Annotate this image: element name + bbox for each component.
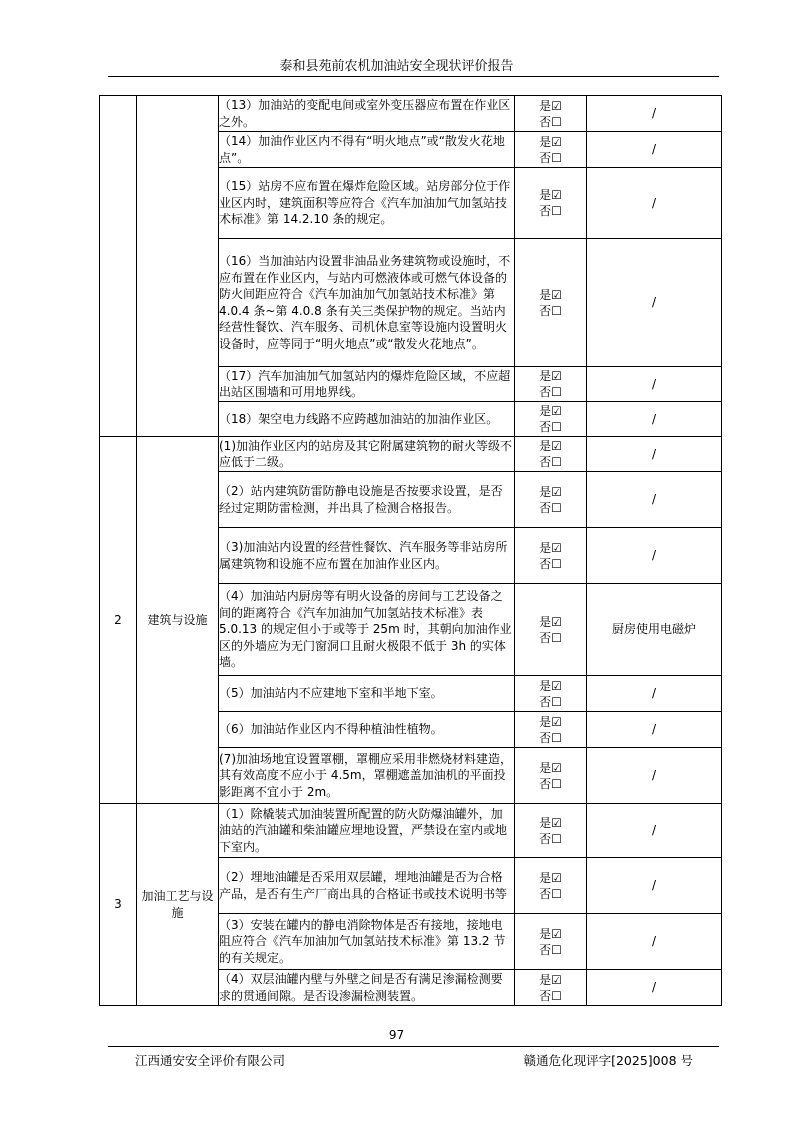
no-empty-box: 否☐ — [539, 776, 562, 791]
yes-no-checkbox-cell — [515, 804, 587, 858]
no-empty-box: 否☐ — [539, 694, 562, 709]
table-row — [100, 96, 722, 132]
header-divider — [108, 76, 719, 77]
check-item-text: （13）加油站的变配电间或室外变压器应布置在作业区之外。 — [219, 96, 515, 132]
remark-cell: / — [587, 132, 722, 168]
remark-cell: 厨房使用电磁炉 — [587, 584, 722, 676]
check-item-text: （16）当加油站内设置非油品业务建筑物或设施时，不应布置在作业区内，与站内可燃液体或可燃气体设备的防火间距应符合《汽车加油加气加氢站技术标准》第 4.0.4 条~第 4.0.8 条有关三类保护物的规定。当站内经营性餐饮、汽车服务、司机休息室等设施内设置明火设备时，应等同于“明火地点”或“散发火花地点”。 — [219, 239, 515, 367]
no-empty-box: 否☐ — [539, 942, 562, 957]
check-item-text: （3)加油站内设置的经营性餐饮、汽车服务等非站房所属建筑物和设施不应布置在加油作业区内。 — [219, 528, 515, 584]
yes-checked-box: 是☑ — [539, 678, 562, 693]
yes-no-checkbox-cell — [515, 712, 587, 748]
check-item-text: （6）加油站作业区内不得种植油性植物。 — [219, 712, 515, 748]
page-number: 97 — [388, 1028, 405, 1042]
no-empty-box: 否☐ — [539, 455, 562, 469]
check-item-text: (1)加油作业区内的站房及其它附属建筑物的耐火等级不应低于二级。 — [219, 437, 515, 472]
no-empty-box: 否☐ — [539, 420, 562, 434]
yes-no-checkbox-cell — [515, 367, 587, 402]
yes-no-checkbox-cell — [515, 132, 587, 168]
remark-cell: / — [587, 858, 722, 914]
check-item-text: （5）加油站内不应建地下室和半地下室。 — [219, 676, 515, 712]
yes-checked-box: 是☑ — [539, 614, 562, 629]
yes-no-checkbox-cell — [515, 96, 587, 132]
remark-cell: / — [587, 472, 722, 528]
check-item-text: （14）加油作业区内不得有“明火地点”或“散发火花地点”。 — [219, 132, 515, 168]
no-empty-box: 否☐ — [539, 630, 562, 645]
check-item-text: （15）站房不应布置在爆炸危险区域。站房部分位于作业区内时，建筑面积等应符合《汽车加油加气加氢站技术标准》第 14.2.10 条的规定。 — [219, 168, 515, 239]
yes-checked-box: 是☑ — [539, 188, 562, 202]
check-item-text: （3）安装在罐内的静电消除物体是否有接地，接地电阻应符合《汽车加油加气加氢站技术标准》第 13.2 节的有关规定。 — [219, 914, 515, 970]
page-header-title: 泰和县苑前农机加油站安全现状评价报告 — [279, 59, 514, 74]
no-empty-box: 否☐ — [539, 831, 562, 846]
remark-cell: / — [587, 367, 722, 402]
table-row — [100, 804, 722, 858]
yes-checked-box: 是☑ — [539, 404, 562, 418]
yes-checked-box: 是☑ — [539, 484, 562, 499]
yes-no-checkbox-cell — [515, 584, 587, 676]
check-item-text: （4）双层油罐内壁与外壁之间是否有满足渗漏检测要求的贯通间隙。是否设渗漏检测装置。 — [219, 970, 515, 1006]
section-category: 建筑与设施 — [137, 437, 219, 804]
section-number — [100, 96, 137, 437]
check-item-text: （17）汽车加油加气加氢站内的爆炸危险区域，不应超出站区围墙和可用地界线。 — [219, 367, 515, 402]
no-empty-box: 否☐ — [539, 385, 562, 399]
check-item-text: （1）除橇装式加油装置所配置的防火防爆油罐外，加油站的汽油罐和柴油罐应埋地设置，严禁设在室内或地下室内。 — [219, 804, 515, 858]
remark-cell: / — [587, 402, 722, 437]
yes-no-checkbox-cell — [515, 970, 587, 1006]
remark-cell: / — [587, 168, 722, 239]
remark-cell: / — [587, 914, 722, 970]
yes-checked-box: 是☑ — [539, 439, 562, 453]
check-item-text: （18）架空电力线路不应跨越加油站的加油作业区。 — [219, 402, 515, 437]
footer-company: 江西通安安全评价有限公司 — [135, 1053, 286, 1068]
section-number: 3 — [100, 804, 137, 1006]
no-empty-box: 否☐ — [539, 204, 562, 218]
yes-no-checkbox-cell — [515, 402, 587, 437]
footer-doc-code: 赣通危化现评字[2025]008 号 — [523, 1053, 693, 1068]
section-number: 2 — [100, 437, 137, 804]
yes-no-checkbox-cell — [515, 168, 587, 239]
yes-checked-box: 是☑ — [539, 134, 562, 149]
remark-cell: / — [587, 676, 722, 712]
yes-no-checkbox-cell — [515, 748, 587, 804]
remark-cell: / — [587, 712, 722, 748]
section-category — [137, 96, 219, 437]
yes-no-checkbox-cell — [515, 528, 587, 584]
remark-cell: / — [587, 970, 722, 1006]
check-item-text: （2）站内建筑防雷防静电设施是否按要求设置，是否经过定期防雷检测，并出具了检测合格报告。 — [219, 472, 515, 528]
check-item-text: (7)加油场地宜设置罩棚，罩棚应采用非燃烧材料建造，其有效高度不应小于 4.5m，罩棚遮盖加油机的平面投影距离不宜小于 2m。 — [219, 748, 515, 804]
footer-divider — [108, 1046, 719, 1047]
check-item-text: （4）加油站内厨房等有明火设备的房间与工艺设备之间的距离符合《汽车加油加气加氢站技术标准》表 5.0.13 的规定但小于或等于 25m 时，其朝向加油作业区的外墙应为无门窗洞口且耐火极限不低于 3h 的实体墙。 — [219, 584, 515, 676]
table-row — [100, 437, 722, 472]
yes-no-checkbox-cell — [515, 858, 587, 914]
no-empty-box: 否☐ — [539, 886, 562, 901]
yes-checked-box: 是☑ — [539, 815, 562, 830]
yes-checked-box: 是☑ — [539, 972, 562, 987]
check-item-text: （2）埋地油罐是否采用双层罐，埋地油罐是否为合格产品，是否有生产厂商出具的合格证书或技术说明书等 — [219, 858, 515, 914]
evaluation-table-body — [100, 96, 722, 1006]
yes-checked-box: 是☑ — [539, 369, 562, 383]
remark-cell: / — [587, 96, 722, 132]
no-empty-box: 否☐ — [539, 988, 562, 1003]
no-empty-box: 否☐ — [539, 150, 562, 165]
section-category: 加油工艺与设施 — [137, 804, 219, 1006]
yes-checked-box: 是☑ — [539, 926, 562, 941]
yes-checked-box: 是☑ — [539, 760, 562, 775]
no-empty-box: 否☐ — [539, 114, 562, 129]
yes-checked-box: 是☑ — [539, 714, 562, 729]
yes-no-checkbox-cell — [515, 676, 587, 712]
yes-checked-box: 是☑ — [539, 870, 562, 885]
remark-cell: / — [587, 804, 722, 858]
yes-no-checkbox-cell — [515, 239, 587, 367]
yes-no-checkbox-cell — [515, 472, 587, 528]
no-empty-box: 否☐ — [539, 730, 562, 745]
evaluation-table — [99, 95, 722, 1006]
no-empty-box: 否☐ — [539, 500, 562, 515]
no-empty-box: 否☐ — [539, 303, 562, 318]
yes-no-checkbox-cell — [515, 914, 587, 970]
no-empty-box: 否☐ — [539, 556, 562, 571]
remark-cell: / — [587, 437, 722, 472]
yes-checked-box: 是☑ — [539, 98, 562, 113]
remark-cell: / — [587, 528, 722, 584]
remark-cell: / — [587, 748, 722, 804]
yes-checked-box: 是☑ — [539, 287, 562, 302]
yes-no-checkbox-cell — [515, 437, 587, 472]
yes-checked-box: 是☑ — [539, 540, 562, 555]
remark-cell: / — [587, 239, 722, 367]
